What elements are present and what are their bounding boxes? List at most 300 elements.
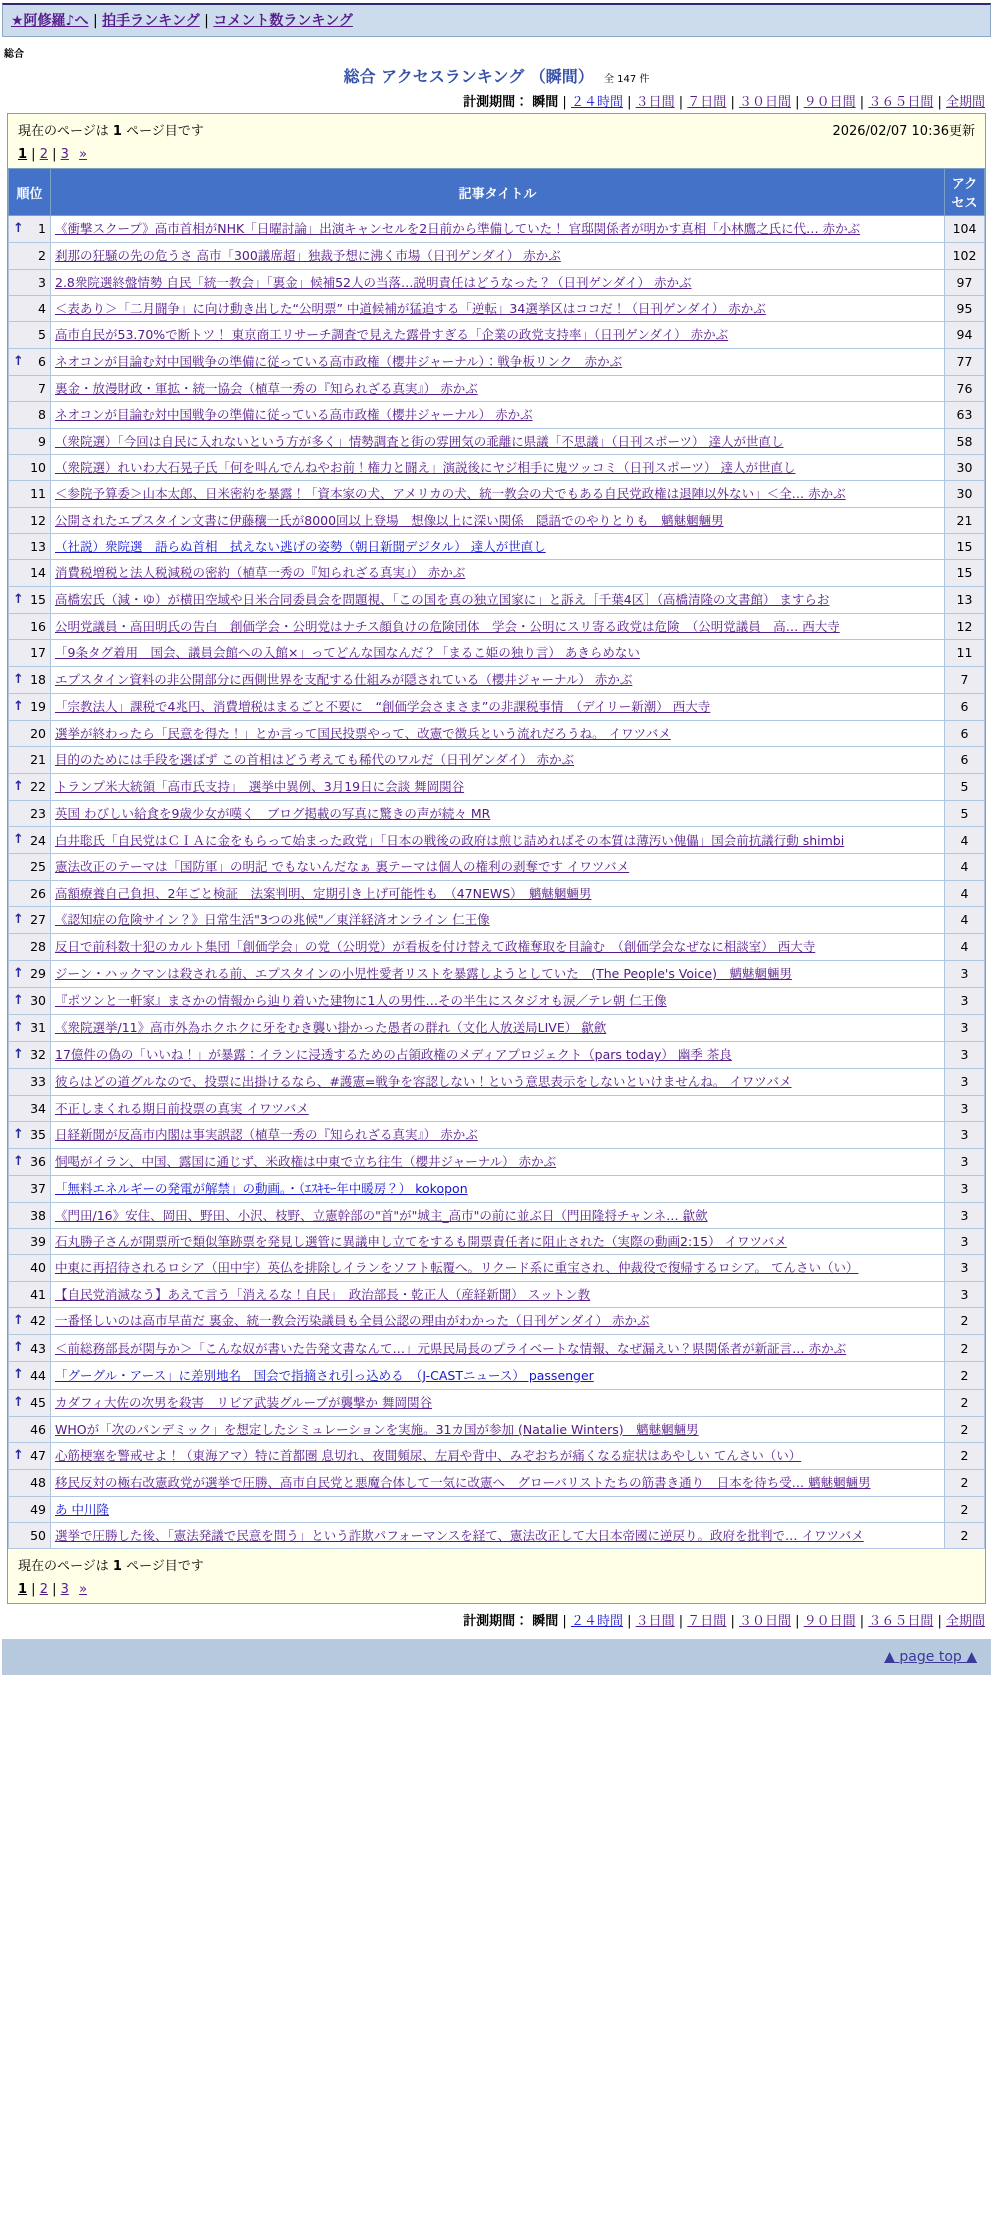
- period-link[interactable]: ３日間: [635, 95, 675, 110]
- rank-number: 38: [30, 1207, 46, 1223]
- rank-cell: [9, 1443, 51, 1470]
- rank-number: 39: [30, 1233, 46, 1249]
- bottom-spacer: [0, 1675, 993, 1735]
- rank-number: 10: [30, 459, 46, 475]
- access-count: 77: [945, 348, 985, 375]
- title-cell: [51, 747, 945, 773]
- title-cell: [51, 1522, 945, 1548]
- rank-up-icon: ↑: [13, 353, 24, 369]
- period-link[interactable]: ７日間: [687, 1614, 727, 1630]
- period-link[interactable]: ３６５日間: [868, 95, 934, 110]
- title-cell: [51, 800, 945, 826]
- access-count: 30: [945, 454, 985, 480]
- rank-number: 47: [30, 1448, 46, 1464]
- table-row: [9, 454, 985, 480]
- rank-number: 7: [38, 380, 46, 396]
- rank-cell: [9, 1176, 51, 1202]
- rank-cell: [9, 1095, 51, 1121]
- article-link[interactable]: 一番怪しいのは高市早苗だ 裏金、統一教会汚染議員も全員公認の理由がわかった（日刊ゲンダイ） 赤かぶ: [55, 1313, 650, 1329]
- article-link[interactable]: 反日で前科数十犯のカルト集団「創価学会」の党（公明党）が看板を付け替えて政権奪取を目論む （創価学会なぜなに相談室） 西大寺: [55, 939, 816, 955]
- title-cell: [51, 534, 945, 560]
- page-top-link[interactable]: ▲ page top ▲: [884, 1649, 977, 1666]
- rank-cell: [9, 1042, 51, 1069]
- table-row: [9, 934, 985, 960]
- article-link[interactable]: 石丸勝子さんが開票所で類似筆跡票を発見し選管に異議申し立てをするも開票責任者に阻止された（実際の動画2:15） イワツバメ: [55, 1233, 787, 1249]
- article-link[interactable]: 心筋梗塞を警戒せよ！（東海アマ）特に首都圏 息切れ、夜間頻尿、左肩や背中、みぞおちが痛くなる症状はあやしい てんさい（い）: [55, 1448, 802, 1464]
- rank-cell: [9, 481, 51, 507]
- rank-cell: [9, 640, 51, 666]
- table-row: [9, 402, 985, 428]
- article-link[interactable]: 不正しまくれる期日前投票の真実 イワツバメ: [55, 1100, 309, 1116]
- rank-number: 13: [30, 539, 46, 555]
- article-link[interactable]: 目的のためには手段を選ばず この首相はどう考えても稀代のワルだ（日刊ゲンダイ） 赤かぶ: [55, 752, 575, 768]
- article-link[interactable]: 英国 わびしい給食を9歳少女が嘆く ブログ掲載の写真に驚きの声が続々 MR: [55, 805, 491, 821]
- access-count: 3: [945, 1014, 985, 1041]
- rank-number: 11: [30, 486, 46, 502]
- period-link[interactable]: 全期間: [945, 95, 985, 110]
- rank-cell: [9, 1362, 51, 1389]
- article-link[interactable]: WHOが「次のパンデミック」を想定したシミュレーションを実施。31カ国が参加 (Natalie Winters) 魑魅魍魎男: [55, 1421, 699, 1437]
- rank-up-icon: ↑: [13, 1047, 24, 1063]
- period-link[interactable]: ３日間: [635, 1614, 675, 1630]
- rank-cell: [9, 1389, 51, 1416]
- article-link[interactable]: ジーン・ハックマンは殺される前、エプスタインの小児性愛者リストを暴露しようとしていた (The People's Voice) 魑魅魍魎男: [55, 966, 792, 981]
- rank-up-icon: ↑: [13, 1394, 24, 1410]
- title-cell: [51, 1389, 945, 1416]
- article-link[interactable]: 恫喝がイラン、中国、露国に通じず、米政権は中東で立ち往生（櫻井ジャーナル） 赤かぶ: [55, 1154, 557, 1170]
- period-link[interactable]: ２４時間: [570, 95, 623, 110]
- access-count: 2: [945, 1443, 985, 1470]
- title-cell: [51, 428, 945, 454]
- title-cell: [51, 1416, 945, 1442]
- table-row: [9, 243, 985, 269]
- table-row: [9, 586, 985, 613]
- access-count: 3: [945, 1069, 985, 1095]
- rank-number: 2: [38, 248, 46, 264]
- table-row: [9, 322, 985, 348]
- article-link[interactable]: 公開されたエプスタイン文書に伊藤穰一氏が8000回以上登場 想像以上に深い関係 隠語でのやりとりも 魑魅魍魎男: [55, 512, 724, 528]
- rank-number: 43: [30, 1340, 46, 1356]
- rank-number: 25: [30, 859, 46, 875]
- current-page-number: 1: [112, 1559, 122, 1575]
- article-link[interactable]: 白井聡氏「自民党はＣＩＡに金をもらって始まった政党」「日本の戦後の政府は煎じ詰めればその本質は薄汚い傀儡」国会前抗議行動 shimbi: [55, 832, 845, 848]
- page-link[interactable]: 1: [18, 147, 28, 162]
- header-access: アクセス: [945, 169, 985, 216]
- title-cell: [51, 348, 945, 375]
- rank-cell: [9, 1014, 51, 1041]
- rank-cell: [9, 613, 51, 639]
- table-row: [9, 1308, 985, 1335]
- table-row: [9, 1202, 985, 1228]
- article-link[interactable]: 裏金・放漫財政・軍拡・統一協会（植草一秀の『知られざる真実』） 赤かぶ: [55, 380, 478, 396]
- rank-number: 29: [30, 966, 46, 981]
- rank-up-icon: ↑: [13, 671, 24, 687]
- rank-number: 28: [30, 939, 46, 955]
- page-info-top: [8, 114, 985, 168]
- article-link[interactable]: ネオコンが目論む対中国戦争の準備に従っている高市政権（櫻井ジャーナル） 赤かぶ: [55, 407, 533, 423]
- rank-cell: [9, 720, 51, 746]
- table-row: [9, 1149, 985, 1176]
- access-count: 4: [945, 934, 985, 960]
- period-link[interactable]: ９０日間: [803, 95, 856, 110]
- access-count: 15: [945, 534, 985, 560]
- current-page-number: 1: [112, 124, 122, 139]
- article-link[interactable]: （社説）衆院選 語らぬ首相 拭えない逃げの姿勢（朝日新聞デジタル） 達人が世直し: [55, 539, 546, 555]
- title-cell: [51, 295, 945, 321]
- table-row: [9, 1496, 985, 1522]
- rank-number: 42: [30, 1313, 46, 1329]
- access-count: 2: [945, 1522, 985, 1548]
- period-link[interactable]: ９０日間: [803, 1614, 856, 1630]
- title-cell: [51, 1281, 945, 1307]
- rank-cell: [9, 1281, 51, 1307]
- article-link[interactable]: エプスタイン資料の非公開部分に西側世界を支配する仕組みが隠されている（櫻井ジャーナル） 赤かぶ: [55, 672, 633, 688]
- table-row: [9, 1014, 985, 1041]
- title-cell: [51, 1095, 945, 1121]
- title-cell: [51, 960, 945, 987]
- rank-cell: [9, 934, 51, 960]
- rank-number: 30: [30, 993, 46, 1009]
- article-link[interactable]: カダフィ大佐の次男を殺害 リビア武装グループが襲撃か 舞岡関谷: [55, 1394, 432, 1410]
- title-cell: [51, 1308, 945, 1335]
- title-cell: [51, 1470, 945, 1496]
- title-cell: [51, 1255, 945, 1281]
- rank-cell: [9, 1416, 51, 1442]
- article-link[interactable]: 《門田/16》安住、岡田、野田、小沢、枝野、立憲幹部の"首"が"城主_高市"の前に並ぶ日（門田隆将チャンネ… 歙歛: [55, 1207, 708, 1223]
- article-link[interactable]: 憲法改正のテーマは「国防軍」の明記 でもないんだなぁ 裏テーマは個人の権利の剥奪です イワツバメ: [55, 859, 630, 875]
- title-cell: [51, 934, 945, 960]
- period-link[interactable]: ７日間: [687, 95, 727, 110]
- rank-up-icon: ↑: [13, 992, 24, 1008]
- title-cell: [51, 1228, 945, 1254]
- access-count: 3: [945, 987, 985, 1014]
- period-current: 瞬間: [532, 95, 559, 110]
- title-cell: [51, 1176, 945, 1202]
- period-link[interactable]: ３６５日間: [868, 1614, 934, 1630]
- rank-cell: [9, 880, 51, 906]
- title-cell: [51, 720, 945, 746]
- article-link[interactable]: 移民反対の極右改憲政党が選挙で圧勝、高市自民党と悪魔合体して一気に改憲へ グローバリストたちの筋書き通り 日本を待ち受… 魑魅魍魎男: [55, 1475, 871, 1491]
- table-row: [9, 1416, 985, 1442]
- title-cell: [51, 1335, 945, 1362]
- header-rank: 順位: [9, 169, 51, 216]
- article-link[interactable]: 公明党議員・高田明氏の告白 創価学会・公明党はナチス顔負けの危険団体 学会・公明にスリ寄る政党は危険 （公明党議員 高… 西大寺: [55, 618, 840, 634]
- rank-up-icon: ↑: [13, 832, 24, 848]
- title-cell: [51, 640, 945, 666]
- title-cell: [51, 987, 945, 1014]
- rank-cell: [9, 1335, 51, 1362]
- rank-number: 24: [30, 832, 46, 848]
- rank-number: 19: [30, 699, 46, 715]
- period-selector-top: [0, 91, 985, 110]
- title-cell: [51, 1362, 945, 1389]
- ranking-table: [8, 168, 985, 1549]
- rank-up-icon: ↑: [13, 1126, 24, 1142]
- rank-cell: [9, 1202, 51, 1228]
- rank-number: 50: [30, 1527, 46, 1543]
- article-link[interactable]: 消費税増税と法人税減税の密約（植草一秀の『知られざる真実』） 赤かぶ: [55, 565, 466, 581]
- table-row: [9, 827, 985, 854]
- article-link[interactable]: 「グーグル・アース」に差別地名 国会で指摘され引っ込める （J-CASTニュース） passenger: [55, 1367, 594, 1383]
- page-link[interactable]: 3: [60, 1582, 69, 1598]
- access-count: 15: [945, 560, 985, 586]
- article-link[interactable]: 高額療養自己負担、2年ごと検証 法案判明、定期引き上げ可能性も （47NEWS） 魑魅魍魎男: [55, 885, 592, 901]
- rank-cell: [9, 773, 51, 800]
- rank-number: 45: [30, 1394, 46, 1410]
- table-row: [9, 693, 985, 720]
- rank-cell: [9, 322, 51, 348]
- rank-number: 6: [38, 354, 46, 370]
- period-links: | ２４時間 | ３日間 | ７日間 | ３０日間 | ９０日間 | ３６５日間 | 全期間: [558, 95, 985, 110]
- rank-up-icon: ↑: [13, 1154, 24, 1170]
- rank-cell: [9, 534, 51, 560]
- rank-cell: [9, 586, 51, 613]
- rank-number: 36: [30, 1154, 46, 1170]
- access-count: 11: [945, 640, 985, 666]
- article-link[interactable]: 「9条タグ着用 国会、議員会館への入館×」ってどんな国なんだ？「まるこ姫の独り言） あきらめない: [55, 645, 640, 661]
- rank-cell: [9, 1255, 51, 1281]
- rank-cell: [9, 1069, 51, 1095]
- title-cell: [51, 773, 945, 800]
- period-link[interactable]: ２４時間: [570, 1614, 623, 1630]
- access-count: 13: [945, 586, 985, 613]
- table-row: [9, 534, 985, 560]
- rank-number: 35: [30, 1127, 46, 1143]
- table-row: [9, 720, 985, 746]
- rank-number: 26: [30, 885, 46, 901]
- rank-number: 41: [30, 1286, 46, 1302]
- table-row: [9, 481, 985, 507]
- table-row: [9, 666, 985, 693]
- access-count: 5: [945, 773, 985, 800]
- table-row: [9, 1095, 985, 1121]
- page-title: 総合 アクセスランキング （瞬間）: [343, 67, 594, 86]
- article-link[interactable]: 選挙が終わったら「民意を得た！」とか言って国民投票やって、改憲で徴兵という流れだろうね。 イワツバメ: [55, 725, 671, 741]
- period-link[interactable]: ３０日間: [738, 1614, 791, 1630]
- rank-up-icon: ↑: [13, 778, 24, 794]
- rank-number: 40: [30, 1260, 46, 1276]
- article-link[interactable]: あ 中川隆: [55, 1501, 109, 1517]
- top-nav-link[interactable]: 拍手ランキング: [102, 13, 200, 29]
- rank-number: 21: [30, 752, 46, 768]
- rank-cell: [9, 1470, 51, 1496]
- access-count: 5: [945, 800, 985, 826]
- table-row: [9, 800, 985, 826]
- access-count: 21: [945, 507, 985, 533]
- access-count: 76: [945, 375, 985, 401]
- title-cell: [51, 1443, 945, 1470]
- rank-up-icon: ↑: [13, 1448, 24, 1464]
- rank-cell: [9, 402, 51, 428]
- title-cell: [51, 243, 945, 269]
- table-row: [9, 640, 985, 666]
- article-link[interactable]: 日経新聞が反高市内閣は事実誤認（植草一秀の『知られざる真実』） 赤かぶ: [55, 1127, 478, 1143]
- rank-cell: [9, 800, 51, 826]
- rank-number: 12: [30, 512, 46, 528]
- article-link[interactable]: 《認知症の危険サイン？》日常生活"3つの兆候"／東洋経済オンライン 仁王像: [55, 912, 490, 928]
- table-row: [9, 216, 985, 243]
- title-line: [0, 64, 993, 87]
- article-link[interactable]: 高橋宏氏（減・ゆ）が横田空域や日米合同委員会を問題視、「この国を真の独立国家に」と訴え［千葉4区］（高橋清隆の文書館） ますらお: [55, 592, 830, 608]
- rank-number: 15: [30, 592, 46, 608]
- rank-up-icon: ↑: [13, 698, 24, 714]
- access-count: 4: [945, 854, 985, 880]
- article-link[interactable]: ＜前総務部長が関与か＞「こんな奴が書いた告発文書なんて…」元県民局長のプライベートな情報、なぜ漏えい？県関係者が新証言… 赤かぶ: [55, 1340, 847, 1356]
- article-link[interactable]: 17億件の偽の「いいね！」が暴露：イランに浸透するための占領政権のメディアプロジェクト（pars today） 幽季 茶良: [55, 1047, 732, 1063]
- table-row: [9, 560, 985, 586]
- top-nav-link[interactable]: コメント数ランキング: [213, 13, 353, 29]
- page-link[interactable]: 2: [39, 147, 48, 162]
- access-count: 3: [945, 1121, 985, 1148]
- updated-timestamp: 2026/02/07 10:36更新: [832, 124, 975, 139]
- table-row: [9, 295, 985, 321]
- rank-cell: [9, 507, 51, 533]
- rank-cell: [9, 1496, 51, 1522]
- rank-cell: [9, 295, 51, 321]
- table-row: [9, 854, 985, 880]
- title-cell: [51, 375, 945, 401]
- rank-cell: [9, 269, 51, 295]
- access-count: 2: [945, 1496, 985, 1522]
- title-cell: [51, 481, 945, 507]
- table-row: [9, 1362, 985, 1389]
- page-top-bar: [2, 1639, 991, 1675]
- title-cell: [51, 1149, 945, 1176]
- rank-number: 33: [30, 1074, 46, 1090]
- rank-up-icon: ↑: [13, 1340, 24, 1356]
- rank-number: 14: [30, 565, 46, 581]
- table-row: [9, 1176, 985, 1202]
- period-link[interactable]: 全期間: [945, 1614, 985, 1630]
- period-label: 計測期間：: [463, 95, 529, 110]
- access-count: 3: [945, 1095, 985, 1121]
- table-row: [9, 507, 985, 533]
- rank-cell: [9, 854, 51, 880]
- access-count: 3: [945, 960, 985, 987]
- table-row: [9, 375, 985, 401]
- access-count: 4: [945, 880, 985, 906]
- rank-cell: [9, 1308, 51, 1335]
- rank-number: 27: [30, 912, 46, 928]
- title-cell: [51, 402, 945, 428]
- article-link[interactable]: 「宗教法人」課税で4兆円、消費増税はまるごと不要に “創価学会さまさま”の非課税事情 （デイリー新潮） 西大寺: [55, 699, 711, 715]
- article-link[interactable]: （衆院選）れいわ大石晃子氏「何を叫んでんねやお前！権力と闘え」演説後にヤジ相手に鬼ツッコミ（日刊スポーツ） 達人が世直し: [55, 459, 796, 475]
- title-cell: [51, 586, 945, 613]
- period-link[interactable]: ３０日間: [738, 95, 791, 110]
- title-cell: [51, 666, 945, 693]
- table-row: [9, 1389, 985, 1416]
- title-cell: [51, 1121, 945, 1148]
- rank-cell: [9, 693, 51, 720]
- rank-number: 46: [30, 1421, 46, 1437]
- access-count: 6: [945, 693, 985, 720]
- table-row: [9, 428, 985, 454]
- title-cell: [51, 507, 945, 533]
- table-row: [9, 1335, 985, 1362]
- table-row: [9, 773, 985, 800]
- table-row: [9, 1042, 985, 1069]
- access-count: 2: [945, 1470, 985, 1496]
- table-row: [9, 880, 985, 906]
- rank-number: 16: [30, 618, 46, 634]
- access-count: 63: [945, 402, 985, 428]
- rank-cell: [9, 987, 51, 1014]
- access-count: 3: [945, 1042, 985, 1069]
- article-link[interactable]: ＜参院予算委＞山本太郎、日米密約を暴露！「資本家の犬、アメリカの犬、統一教会の犬でもある自民党政権は退陣以外ない」＜全… 赤かぶ: [55, 486, 846, 502]
- rank-up-icon: ↑: [13, 1367, 24, 1383]
- access-count: 2: [945, 1389, 985, 1416]
- rank-cell: [9, 375, 51, 401]
- period-selector-bottom: [0, 1610, 985, 1629]
- pagination-top: 1 | 2 | 3 »: [18, 147, 88, 162]
- article-link[interactable]: 《衆院選挙/11》高市外為ホクホクに牙をむき襲い掛かった愚者の群れ（文化人放送局LIVE） 歙歛: [55, 1020, 607, 1036]
- current-page-text: 現在のページは 1 ページ目です: [18, 1559, 204, 1575]
- article-link[interactable]: 『ポツンと一軒家』まさかの情報から辿り着いた建物に1人の男性…その半生にスタジオも涙／テレ朝 仁王像: [55, 993, 667, 1009]
- article-link[interactable]: 【自民党消滅なう】あえて言う「消えるな！自民」 政治部長・乾正人（産経新聞） スットン教: [55, 1286, 591, 1302]
- rank-cell: [9, 243, 51, 269]
- pagination-bottom: 1 | 2 | 3 »: [18, 1582, 88, 1598]
- page-link[interactable]: 2: [39, 1582, 48, 1598]
- rank-number: 8: [38, 407, 46, 423]
- page-link[interactable]: 1: [18, 1582, 28, 1598]
- article-link[interactable]: ＜表あり＞「二月闘争」に向け動き出した“公明票” 中道候補が猛追する「逆転」34選挙区はココだ！（日刊ゲンダイ） 赤かぶ: [55, 300, 766, 316]
- title-cell: [51, 560, 945, 586]
- rank-number: 32: [30, 1047, 46, 1063]
- article-link[interactable]: 選挙で圧勝した後、「憲法発議で民意を問う」という詐欺パフォーマンスを経て、憲法改正して大日本帝國に逆戻り。政府を批判で… イワツバメ: [55, 1527, 864, 1543]
- article-link[interactable]: 《衝撃スクープ》高市首相がNHK「日曜討論」出演キャンセルを2日前から準備していた！ 官邸関係者が明かす真相「小林鷹之氏に代… 赤かぶ: [55, 221, 861, 237]
- table-row: [9, 1281, 985, 1307]
- period-current: 瞬間: [532, 1614, 559, 1630]
- rank-cell: [9, 428, 51, 454]
- title-cell: [51, 1069, 945, 1095]
- page-link[interactable]: 3: [60, 147, 69, 162]
- title-cell: [51, 827, 945, 854]
- article-link[interactable]: 中東に再招待されるロシア（田中宇）英仏を排除しイランをソフト転覆へ。リクード系に重宝され、仲裁役で復帰するロシア。 てんさい（い）: [55, 1260, 859, 1276]
- article-link[interactable]: 高市自民が53.70%で断トツ！ 東京商工リサーチ調査で見えた露骨すぎる「企業の政党支持率」（日刊ゲンダイ） 赤かぶ: [55, 327, 729, 343]
- article-link[interactable]: トランプ米大統領「高市氏支持」 選挙中異例、3月19日に会談 舞岡関谷: [55, 779, 465, 795]
- rank-cell: [9, 1121, 51, 1148]
- table-row: [9, 1255, 985, 1281]
- article-link[interactable]: 「無料エネルギーの発電が解禁」の動画。・（ｴｽｷﾓｰ年中暖房？） kokopon: [55, 1181, 468, 1197]
- title-cell: [51, 269, 945, 295]
- article-link[interactable]: 2.8衆院選終盤情勢 自民「統一教会」「裏金」候補52人の当落…説明責任はどうなった？（日刊ゲンダイ） 赤かぶ: [55, 274, 692, 290]
- access-count: 7: [945, 666, 985, 693]
- rank-number: 23: [30, 805, 46, 821]
- table-row: [9, 1121, 985, 1148]
- title-cell: [51, 1202, 945, 1228]
- next-page-link[interactable]: »: [79, 147, 88, 162]
- title-cell: [51, 880, 945, 906]
- next-page-link[interactable]: »: [79, 1582, 88, 1598]
- table-row: [9, 987, 985, 1014]
- table-row: [9, 613, 985, 639]
- article-link[interactable]: ネオコンが目論む対中国戦争の準備に従っている高市政権（櫻井ジャーナル）：戦争板リンク 赤かぶ: [55, 354, 623, 370]
- page-info-bottom: [8, 1549, 985, 1603]
- rank-number: 17: [30, 645, 46, 661]
- access-count: 12: [945, 613, 985, 639]
- article-link[interactable]: 彼らはどの道グルなので、投票に出掛けるなら、#護憲=戦争を容認しない！という意思表示をしないといけませんね。 イワツバメ: [55, 1074, 792, 1090]
- title-cell: [51, 907, 945, 934]
- table-row: [9, 1228, 985, 1254]
- access-count: 97: [945, 269, 985, 295]
- table-row: [9, 1522, 985, 1548]
- table-row: [9, 1069, 985, 1095]
- access-count: 2: [945, 1335, 985, 1362]
- top-nav-link[interactable]: ★阿修羅♪へ: [11, 13, 89, 29]
- title-cell: [51, 322, 945, 348]
- article-link[interactable]: 刹那の狂騒の先の危うさ 高市「300議席超」独裁予想に沸く市場（日刊ゲンダイ） 赤かぶ: [55, 248, 561, 264]
- article-link[interactable]: （衆院選）「今回は自民に入れないという方が多く」情勢調査と街の雰囲気の乖離に県議「不思議」（日刊スポーツ） 達人が世直し: [55, 433, 784, 449]
